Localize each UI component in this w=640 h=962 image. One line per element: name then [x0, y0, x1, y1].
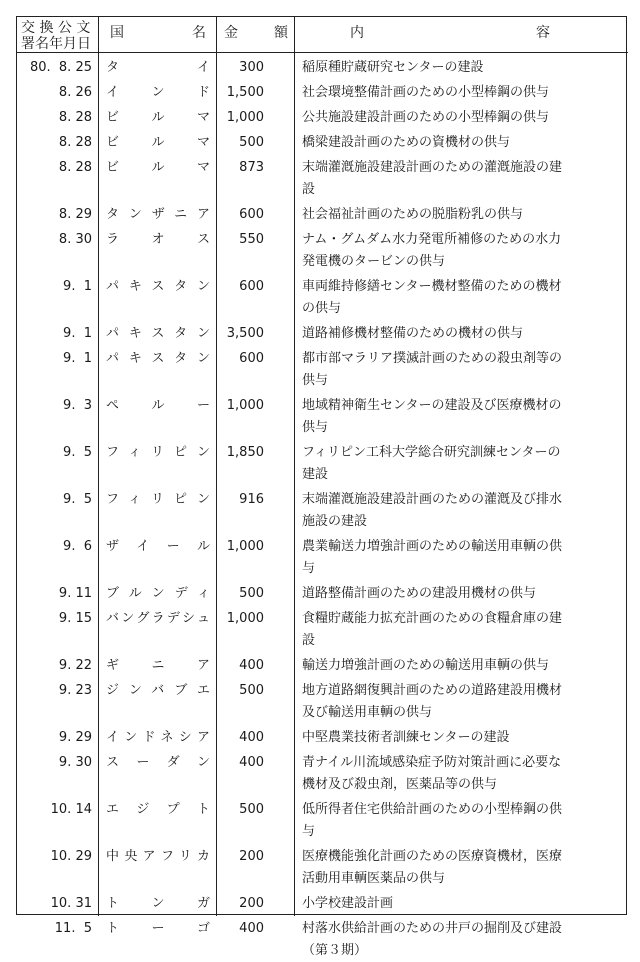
row-content-line: 輸送力増強計画のための輸送用車輌の供与 — [302, 658, 550, 673]
header-divider — [16, 52, 628, 53]
row-content-line: フィリピン工科大学総合研究訓練センターの — [302, 445, 561, 460]
row-date: 9. 6 — [63, 539, 92, 554]
row-content — [302, 608, 606, 652]
row-content-line: 与 — [302, 824, 316, 839]
row-country: ス ー ダ ン — [106, 755, 210, 770]
row-content — [302, 680, 606, 724]
row-country: イ ン ド — [106, 85, 210, 100]
row-amount: 916 — [239, 492, 264, 507]
row-amount: 600 — [239, 207, 264, 222]
row-date: 9. 1 — [63, 326, 92, 341]
row-content — [302, 204, 606, 226]
row-content — [302, 157, 606, 201]
row-content — [302, 727, 606, 749]
row-content — [302, 57, 606, 79]
row-date: 10. 14 — [50, 802, 92, 817]
header-content — [350, 22, 550, 42]
row-country: タンザニア — [106, 207, 210, 222]
row-date: 8. 28 — [58, 160, 92, 175]
row-content-line: 機材及び殺虫剤，医薬品等の供与 — [302, 777, 498, 792]
row-content-line: の供与 — [302, 301, 342, 316]
row-country: ラ オ ス — [106, 232, 210, 247]
row-content — [302, 583, 606, 605]
row-content — [302, 846, 606, 890]
header-amount-label: 金 額 — [224, 25, 288, 41]
row-content-line: 社会福祉計画のための脱脂粉乳の供与 — [302, 207, 524, 222]
row-amount: 500 — [239, 802, 264, 817]
header-amount — [224, 22, 288, 42]
row-content — [302, 276, 606, 320]
row-amount: 600 — [239, 279, 264, 294]
row-content-line: 設 — [302, 182, 316, 197]
row-country: ト ン ガ — [106, 896, 210, 911]
row-amount: 1,000 — [226, 110, 264, 125]
row-content-line: 施設の建設 — [302, 514, 368, 529]
row-date: 8. 30 — [58, 232, 92, 247]
row-date: 9. 5 — [63, 492, 92, 507]
row-country: エ ジ プ ト — [106, 802, 210, 817]
row-date: 9. 11 — [58, 586, 92, 601]
row-country: パキスタン — [106, 326, 210, 341]
row-content — [302, 107, 606, 129]
row-date: 80. 8. 25 — [29, 60, 92, 75]
header-date-line1: 交 換 公 文 — [21, 20, 91, 36]
row-amount: 1,000 — [226, 398, 264, 413]
row-content-line: 公共施設建設計画のための小型棒鋼の供与 — [302, 110, 550, 125]
row-content-line: 地域精神衛生センターの建設及び医療機材の — [302, 398, 562, 413]
row-country: フィリピン — [106, 445, 210, 460]
row-content — [302, 132, 606, 154]
row-amount: 400 — [239, 658, 264, 673]
column-divider — [294, 16, 295, 916]
row-country: パキスタン — [106, 279, 210, 294]
row-date: 9. 29 — [58, 730, 92, 745]
row-content — [302, 82, 606, 104]
row-amount: 1,850 — [226, 445, 264, 460]
row-content-line: 末端灌漑施設建設計画のための灌漑施設の建 — [302, 160, 563, 175]
row-country: ギ ニ ア — [106, 658, 210, 673]
row-content-line: 地方道路網復興計画のための道路建設用機材 — [302, 683, 563, 698]
row-content-line: 青ナイル川流域感染症予防対策計画に必要な — [302, 755, 562, 770]
row-content-line: （第３期） — [302, 943, 368, 958]
row-content-line: 道路整備計画のための建設用機材の供与 — [302, 586, 537, 601]
row-content-line: 稲原種貯蔵研究センターの建設 — [302, 60, 484, 75]
row-content — [302, 536, 606, 580]
row-content-line: 末端灌漑施設建設計画のための灌漑及び排水 — [302, 492, 563, 507]
row-content — [302, 323, 606, 345]
row-content — [302, 752, 606, 796]
row-content-line: 発電機のタービンの供与 — [302, 254, 446, 269]
row-content-line: 社会環境整備計画のための小型棒鋼の供与 — [302, 85, 550, 100]
row-content-line: 設 — [302, 633, 316, 648]
row-country: パキスタン — [106, 351, 210, 366]
row-content-line: 与 — [302, 561, 316, 576]
header-country — [110, 22, 206, 42]
row-amount: 400 — [239, 755, 264, 770]
row-content — [302, 229, 606, 273]
row-country: ペ ル ー — [106, 398, 210, 413]
row-amount: 400 — [239, 730, 264, 745]
row-content-line: 小学校建設計画 — [302, 896, 394, 911]
row-country: フィリピン — [106, 492, 210, 507]
row-country: バングラデシュ — [106, 611, 210, 626]
row-content-line: 食糧貯蔵能力拡充計画のための食糧倉庫の建 — [302, 611, 563, 626]
row-date: 8. 28 — [58, 135, 92, 150]
row-date: 10. 29 — [50, 849, 92, 864]
row-amount: 400 — [239, 921, 264, 936]
row-content-line: 農業輸送力増強計画のための輸送用車輌の供 — [302, 539, 563, 554]
row-amount: 200 — [239, 849, 264, 864]
row-content — [302, 442, 606, 486]
row-date: 8. 28 — [58, 110, 92, 125]
row-content-line: 村落水供給計画のための井戸の掘削及び建設 — [302, 921, 563, 936]
row-country: ビ ル マ — [106, 135, 210, 150]
row-country: 中央アフリカ — [106, 849, 210, 864]
row-amount: 200 — [239, 896, 264, 911]
row-content-line: 医療機能強化計画のための医療資機材，医療 — [302, 849, 563, 864]
row-content — [302, 893, 606, 915]
row-content — [302, 348, 606, 392]
row-content — [302, 655, 606, 677]
row-amount: 500 — [239, 683, 264, 698]
row-content-line: 建設 — [302, 467, 329, 482]
row-content-line: ナム・グムダム水力発電所補修のための水力 — [302, 232, 562, 247]
row-date: 9. 1 — [63, 279, 92, 294]
header-content-label: 内 容 — [350, 25, 550, 41]
row-date: 8. 26 — [58, 85, 92, 100]
row-content-line: 中堅農業技術者訓練センターの建設 — [302, 730, 510, 745]
row-content — [302, 489, 606, 533]
row-country: ブルンディ — [106, 586, 210, 601]
row-content — [302, 918, 606, 962]
row-date: 10. 31 — [50, 896, 92, 911]
row-content-line: 供与 — [302, 420, 329, 435]
row-amount: 300 — [239, 60, 264, 75]
row-country: ト ー ゴ — [106, 921, 210, 936]
row-date: 9. 5 — [63, 445, 92, 460]
row-country: ジンバブエ — [106, 683, 210, 698]
row-date: 9. 30 — [58, 755, 92, 770]
row-country: ビ ル マ — [106, 160, 210, 175]
row-date: 11. 5 — [54, 921, 92, 936]
row-amount: 1,000 — [226, 539, 264, 554]
column-divider — [216, 16, 217, 916]
row-content-line: 都市部マラリア撲滅計画のための殺虫剤等の — [302, 351, 563, 366]
row-content — [302, 799, 606, 843]
row-country: インドネシア — [106, 730, 210, 745]
header-date-line2: 署名年月日 — [21, 36, 91, 52]
row-country: ビ ル マ — [106, 110, 210, 125]
row-content-line: 橋梁建設計画のための資機材の供与 — [302, 135, 511, 150]
row-amount: 500 — [239, 586, 264, 601]
column-divider — [98, 16, 99, 916]
row-country: ザ イ ー ル — [106, 539, 210, 554]
row-content — [302, 395, 606, 439]
row-date: 9. 15 — [58, 611, 92, 626]
row-date: 8. 29 — [58, 207, 92, 222]
row-date: 9. 23 — [58, 683, 92, 698]
row-amount: 500 — [239, 135, 264, 150]
row-content-line: 及び輸送用車輌の供与 — [302, 705, 433, 720]
row-content-line: 道路補修機材整備のための機材の供与 — [302, 326, 524, 341]
row-content-line: 供与 — [302, 373, 329, 388]
row-date: 9. 3 — [63, 398, 92, 413]
header-country-label: 国 名 — [110, 25, 206, 41]
row-amount: 1,500 — [226, 85, 264, 100]
row-amount: 1,000 — [226, 611, 264, 626]
row-amount: 873 — [239, 160, 264, 175]
row-amount: 3,500 — [226, 326, 264, 341]
row-country: タ イ — [106, 60, 210, 75]
row-content-line: 活動用車輌医薬品の供与 — [302, 871, 446, 886]
row-amount: 550 — [239, 232, 264, 247]
row-date: 9. 22 — [58, 658, 92, 673]
row-content-line: 低所得者住宅供給計画のための小型棒鋼の供 — [302, 802, 563, 817]
row-amount: 600 — [239, 351, 264, 366]
row-date: 9. 1 — [63, 351, 92, 366]
row-content-line: 車両維持修繕センター機材整備のための機材 — [302, 279, 562, 294]
